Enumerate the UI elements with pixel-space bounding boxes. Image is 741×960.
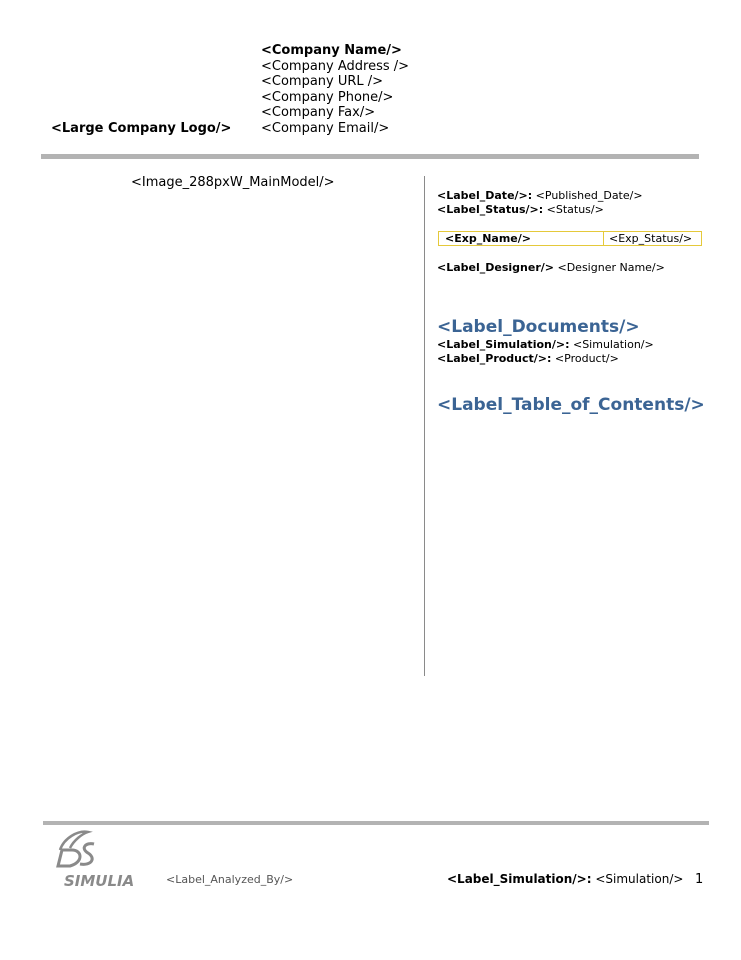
simulia-logo (52, 826, 156, 888)
exp-status-cell: <Exp_Status/> (609, 232, 693, 245)
date-value: <Published_Date/> (535, 189, 643, 202)
company-name: <Company Name/> (261, 43, 402, 58)
company-phone: <Company Phone/> (261, 89, 394, 105)
designer-row (437, 261, 665, 274)
product-row (437, 352, 619, 365)
footer-divider (43, 821, 709, 825)
company-info-block (261, 43, 409, 136)
status-row (437, 203, 604, 216)
simulation-label: <Label_Simulation/>: (437, 338, 570, 351)
product-label: <Label_Product/>: (437, 352, 552, 365)
exp-name-cell: <Exp_Name/> (439, 232, 604, 245)
company-url: <Company URL /> (261, 74, 384, 89)
analyzed-by-label: <Label_Analyzed_By/> (166, 873, 294, 886)
company-email: <Company Email/> (261, 120, 390, 136)
company-fax: <Company Fax/> (261, 105, 376, 120)
ds-logo-icon (52, 826, 156, 888)
main-model-image-placeholder: <Image_288pxW_MainModel/> (131, 175, 335, 190)
footer-simulation-value: <Simulation/> (595, 872, 684, 886)
simulia-logo-text: SIMULIA (64, 872, 135, 888)
footer-simulation (447, 872, 683, 886)
date-row (437, 189, 643, 202)
company-address: <Company Address /> (261, 58, 410, 74)
header-divider (41, 154, 699, 159)
simulation-value: <Simulation/> (572, 338, 654, 351)
column-divider (424, 176, 425, 676)
documents-heading: <Label_Documents/> (437, 317, 640, 337)
status-label: <Label_Status/>: (437, 203, 544, 216)
page-number: 1 (695, 872, 704, 887)
designer-value: <Designer Name/> (557, 261, 665, 274)
footer-simulation-label: <Label_Simulation/>: (447, 872, 592, 886)
experiment-table (438, 231, 702, 246)
toc-heading: <Label_Table_of_Contents/> (437, 395, 705, 415)
large-company-logo-placeholder: <Large Company Logo/> (51, 121, 232, 136)
simulation-row (437, 338, 654, 351)
date-label: <Label_Date/>: (437, 189, 533, 202)
product-value: <Product/> (554, 352, 619, 365)
designer-label: <Label_Designer/> (437, 261, 554, 274)
status-value: <Status/> (546, 203, 604, 216)
